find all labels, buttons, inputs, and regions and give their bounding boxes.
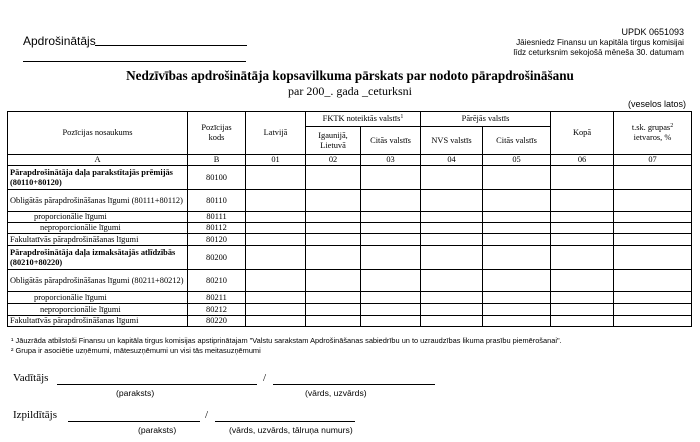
value-cell[interactable] [306,234,361,246]
executor-slash: / [205,409,209,421]
value-cell[interactable] [614,270,692,292]
col-header-group: t.sk. grupas$^2$ ietvaros, % [614,112,692,155]
col-header-latvia: Latvijā [246,112,306,155]
value-cell[interactable] [421,223,483,234]
col-header-total: Kopā [551,112,614,155]
value-cell[interactable] [421,246,483,270]
value-cell[interactable] [306,304,361,316]
value-cell[interactable] [483,270,551,292]
value-cell[interactable] [361,212,421,223]
manager-label: Vadītājs [13,372,49,384]
value-cell[interactable] [306,212,361,223]
value-cell[interactable] [614,212,692,223]
insurer-name-field-2[interactable] [23,61,246,62]
index-row: A B 01 02 03 04 05 06 07 [8,155,692,166]
executor-name-caption: (vārds, uzvārds, tālruņa numurs) [229,425,353,435]
table-row: Obligātās pārapdrošināšanas līgumi (80111+80112) 80110 [8,190,692,212]
value-cell[interactable] [421,166,483,190]
executor-signature-caption: (paraksts) [138,425,177,435]
value-cell[interactable] [306,166,361,190]
value-cell[interactable] [551,304,614,316]
value-cell[interactable] [483,234,551,246]
units-note: (veselos latos) [627,99,686,109]
submit-note-1: Jāiesniedz Finansu un kapitāla tirgus komisijai [516,38,684,47]
value-cell[interactable] [551,166,614,190]
form-code: UPDK 0651093 [621,27,684,37]
value-cell[interactable] [551,212,614,223]
value-cell[interactable] [483,190,551,212]
col-header-other2: Citās valstīs [483,127,551,155]
value-cell[interactable] [614,234,692,246]
report-period: par 200_. gada _ceturksni [288,84,412,98]
value-cell[interactable] [483,292,551,304]
value-cell[interactable] [246,190,306,212]
value-cell[interactable] [421,190,483,212]
value-cell[interactable] [483,304,551,316]
value-cell[interactable] [361,246,421,270]
value-cell[interactable] [246,292,306,304]
manager-slash: / [263,372,267,384]
value-cell[interactable] [246,270,306,292]
table-row: neproporcionālie līgumi 80212 [8,304,692,316]
col-header-fktk: FKTK noteiktās valstīs$^1$ [306,112,421,127]
value-cell[interactable] [306,316,361,327]
value-cell[interactable] [483,246,551,270]
value-cell[interactable] [421,292,483,304]
value-cell[interactable] [246,223,306,234]
table-row: neproporcionālie līgumi 80112 [8,223,692,234]
footnote-2: ² Grupa ir asociētie uzņēmumi, mātesuzņēmumi un visi tās meitasuzņēmumi [11,346,261,355]
manager-signature-caption: (paraksts) [116,388,155,398]
executor-name-field[interactable] [215,421,355,422]
value-cell[interactable] [421,270,483,292]
col-header-code: Pozīcijas kods [188,112,246,155]
value-cell[interactable] [614,246,692,270]
value-cell[interactable] [421,212,483,223]
value-cell[interactable] [551,246,614,270]
executor-signature-field[interactable] [68,421,200,422]
insurer-name-field[interactable] [95,45,247,46]
manager-name-field[interactable] [273,384,435,385]
table-row: Pārapdrošinātāja daļa izmaksātajās atlīdzībās (80210+80220) 80200 [8,246,692,270]
value-cell[interactable] [361,316,421,327]
value-cell[interactable] [361,190,421,212]
submit-note-2: līdz ceturksnim sekojošā mēneša 30. datumam [513,48,684,57]
value-cell[interactable] [306,246,361,270]
footnote-1: ¹ Jāuzrāda atbilstoši Finansu un kapitāla tirgus komisijas apstiprinātajam "Valstu sarakstam Apdrošināšanas sabiedrību un to uzraudzības likuma prasību piemērošanai". [11,336,562,345]
value-cell[interactable] [614,190,692,212]
value-cell[interactable] [614,304,692,316]
value-cell[interactable] [361,234,421,246]
value-cell[interactable] [483,166,551,190]
value-cell[interactable] [483,316,551,327]
col-header-other-fktk: Citās valstīs [361,127,421,155]
value-cell[interactable] [246,316,306,327]
value-cell[interactable] [614,316,692,327]
value-cell[interactable] [421,316,483,327]
value-cell[interactable] [551,292,614,304]
col-header-name: Pozīcijas nosaukums [8,112,188,155]
table-row: proporcionālie līgumi 80111 [8,212,692,223]
table-row: Obligātās pārapdrošināšanas līgumi (80211+80212) 80210 [8,270,692,292]
reinsurance-table [7,111,692,327]
value-cell[interactable] [246,246,306,270]
value-cell[interactable] [246,212,306,223]
value-cell[interactable] [361,223,421,234]
value-cell[interactable] [361,304,421,316]
value-cell[interactable] [551,234,614,246]
value-cell[interactable] [246,166,306,190]
value-cell[interactable] [361,166,421,190]
value-cell[interactable] [614,223,692,234]
value-cell[interactable] [246,304,306,316]
col-header-other: Pārējās valstīs [421,112,551,127]
value-cell[interactable] [361,292,421,304]
report-title: Nedzīvības apdrošinātāja kopsavilkuma pārskats par nodoto pārapdrošināšanu [126,68,574,83]
table-row: Fakultatīvās pārapdrošināšanas līgumi 80220 [8,316,692,327]
value-cell[interactable] [483,212,551,223]
value-cell[interactable] [306,190,361,212]
value-cell[interactable] [614,166,692,190]
table-row: proporcionālie līgumi 80211 [8,292,692,304]
manager-name-caption: (vārds, uzvārds) [305,388,367,398]
value-cell[interactable] [361,270,421,292]
value-cell[interactable] [306,223,361,234]
value-cell[interactable] [306,292,361,304]
insurer-label: Apdrošinātājs [23,34,96,48]
table-row: Pārapdrošinātāja daļa parakstītajās prēmijās (80110+80120) 80100 [8,166,692,190]
col-header-nvs: NVS valstīs [421,127,483,155]
value-cell[interactable] [246,234,306,246]
value-cell[interactable] [551,223,614,234]
col-header-iceland: Igaunijā, Lietuvā [306,127,361,155]
value-cell[interactable] [483,223,551,234]
table-row: Fakultatīvās pārapdrošināšanas līgumi 80120 [8,234,692,246]
value-cell[interactable] [421,304,483,316]
executor-label: Izpildītājs [13,409,57,421]
value-cell[interactable] [614,292,692,304]
value-cell[interactable] [421,234,483,246]
value-cell[interactable] [551,190,614,212]
value-cell[interactable] [551,316,614,327]
value-cell[interactable] [551,270,614,292]
manager-signature-field[interactable] [57,384,257,385]
value-cell[interactable] [306,270,361,292]
